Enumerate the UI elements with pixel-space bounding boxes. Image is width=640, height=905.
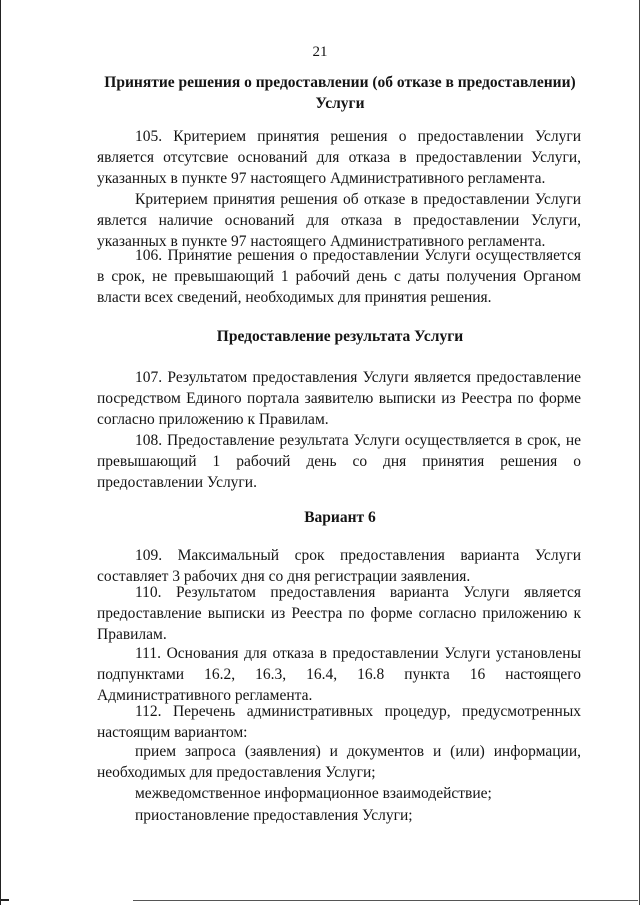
- list-item-suspension: приостановление предоставления Услуги;: [135, 807, 413, 824]
- paragraph-110: 110. Результатом предоставления варианта Услуги является предоставление выписки из Реестра по форме согласно приложению к Правилам.: [97, 584, 581, 643]
- section-heading-result: Предоставление результата Услуги: [216, 328, 464, 345]
- paragraph-107: 107. Результатом предоставления Услуги является предоставление посредством Единого портала заявителю выписки из Реестра по форме согласно приложению к Правилам.: [97, 369, 581, 428]
- paragraph-108: 108. Предоставление результата Услуги осуществляется в срок, не превышающий 1 рабочий день со дня принятия решения о предоставлении Услуги.: [97, 432, 581, 491]
- section-heading-variant-6: Вариант 6: [304, 509, 376, 526]
- list-item-interaction: межведомственное информационное взаимодействие;: [135, 785, 492, 802]
- page-number: 21: [312, 44, 328, 60]
- paragraph-105-refusal: Критерием принятия решения об отказе в предоставлении Услуги явлется наличие оснований для отказа в предоставлении Услуги, указанных в пункте 97 настоящего Административного регламента.: [97, 191, 581, 250]
- section-heading-decision: Принятие решения о предоставлении (об отказе в предоставлении) Услуги: [104, 74, 576, 112]
- paragraph-106: 106. Принятие решения о предоставлении Услуги осуществляется в срок, не превышающий 1 рабочий день с даты получения Органом власти всех сведений, необходимых для принятия решения.: [97, 247, 581, 306]
- paragraph-111: 111. Основания для отказа в предоставлении Услуги установлены подпунктами 16.2, 16.3, 16.4, 16.8 пункта 16 настоящего Административного регламента.: [97, 645, 581, 704]
- paragraph-109: 109. Максимальный срок предоставления варианта Услуги составляет 3 рабочих дня со дня регистрации заявления.: [97, 547, 581, 585]
- scan-bottom-edge: [133, 900, 638, 901]
- paragraph-112: 112. Перечень административных процедур, предусмотренных настоящим вариантом:: [97, 703, 581, 741]
- paragraph-105: 105. Критерием принятия решения о предоставлении Услуги является отсутсвие оснований для отказа в предоставлении Услуги, указанных в пункте 97 настоящего Административного регламента.: [97, 128, 581, 187]
- scan-edge-mark: [1, 899, 9, 901]
- list-item-request: прием запроса (заявления) и документов и (или) информации, необходимых для предоставления Услуги;: [97, 743, 581, 781]
